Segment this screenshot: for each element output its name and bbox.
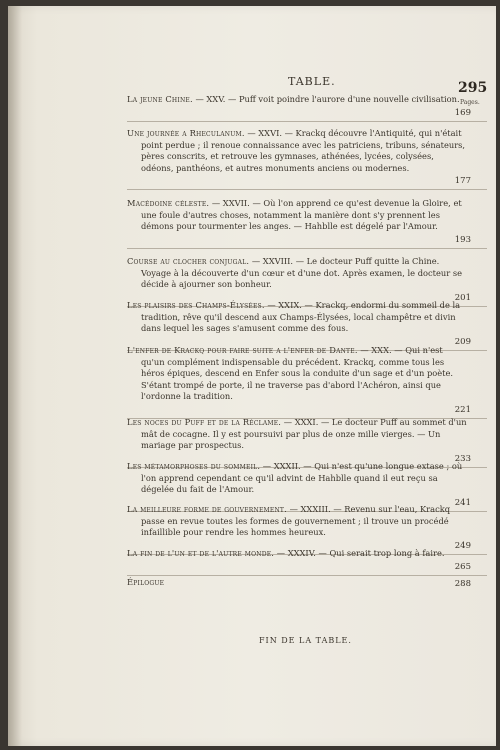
entry-page-number: 209 bbox=[454, 336, 471, 347]
toc-entry bbox=[127, 256, 487, 303]
entry-text: — XXXII. — Qui n'est qu'une longue extase ; où l'on apprend cependant ce qu'il advint de Hahblle quand il eut reçu sa dégelée du fait de l'Amour. bbox=[141, 461, 463, 495]
entry-divider bbox=[127, 189, 487, 190]
entry-divider bbox=[127, 248, 487, 249]
toc-entry bbox=[127, 198, 487, 245]
entry-title: Une journée a Rheculanum. bbox=[127, 128, 245, 138]
toc-entry bbox=[127, 504, 487, 551]
entry-title: Les métamorphoses du sommeil. bbox=[127, 461, 261, 471]
entry-page-number: 169 bbox=[454, 107, 471, 118]
entry-text: — XXX. — Qui n'est qu'un complément indispensable du précédent. Krackq, comme tous les héros épiques, descend en Enfer sous la conduite d'un sage et d'un poète. S'étant trompé de porte, il ne traverse pas d'abord l'Achéron, ainsi que l'ordonne la tradition. bbox=[141, 345, 454, 402]
entry-page-number: 241 bbox=[454, 497, 471, 508]
toc-entry bbox=[127, 577, 487, 589]
entry-title: Épilogue bbox=[127, 577, 165, 587]
entry-text: — XXXIII. — Revenu sur l'eau, Krackq passe en revue toutes les formes de gouvernement ; il trouve un procédé infaillible pour rendre les hommes heureux. bbox=[141, 504, 451, 538]
entry-text: — XXVI. — Krackq découvre l'Antiquité, qui n'était point perdue ; il renoue connaissance avec les patriciens, tribuns, sénateurs, pères conscrits, et retrouve les gymnases, athénées, lycées, colysées, odéons, panthéons, et autres monuments anciens ou modernes. bbox=[141, 128, 466, 173]
toc-entry bbox=[127, 300, 487, 347]
toc-entry bbox=[127, 417, 487, 464]
entry-title: La jeune Chine. bbox=[127, 94, 193, 104]
entry-text: — XXVII. — Où l'on apprend ce qu'est devenue la Gloire, et une foule d'autres choses, notamment la manière dont s'y prennent les démons pour tourmenter les anges. — Hahblle est dégelé par l'Amour. bbox=[141, 198, 462, 232]
entry-page-number: 288 bbox=[454, 578, 471, 589]
entry-title: La meilleure forme de gouvernement. bbox=[127, 504, 287, 514]
entry-divider bbox=[127, 121, 487, 122]
entry-page-number: 249 bbox=[454, 540, 471, 551]
entry-title: Les plaisirs des Champs-Élysées. bbox=[127, 300, 265, 310]
toc-entry bbox=[127, 548, 487, 572]
toc-entry bbox=[127, 461, 487, 508]
entry-page-number: 233 bbox=[454, 453, 471, 464]
entry-title: L'enfer de Krackq pour faire suite a l'enfer de Dante. bbox=[127, 345, 358, 355]
toc-entry bbox=[127, 94, 487, 118]
entry-text: — XXXIV. — Qui serait trop long à faire. bbox=[274, 548, 445, 558]
page-number: 295 bbox=[458, 80, 488, 96]
entry-title: Les noces du Puff et de la Réclame. bbox=[127, 417, 282, 427]
entry-page-number: 193 bbox=[454, 234, 471, 245]
entry-text: — XXIX. — Krackq, endormi du sommeil de la tradition, rêve qu'il descend aux Champs-Élysées, local champêtre et divin dans lequel les sages s'amusent comme des fous. bbox=[141, 300, 461, 334]
entry-page-number: 177 bbox=[454, 176, 471, 187]
entry-text: — XXVIII. — Le docteur Puff quitte la Chine. Voyage à la découverte d'un cœur et d'une dot. Après examen, le docteur se décide à ajourner son bonheur. bbox=[141, 256, 463, 290]
page-binding-shadow bbox=[8, 6, 22, 746]
toc-entry bbox=[127, 345, 487, 415]
page-title: TABLE. bbox=[288, 75, 336, 88]
entry-page-number: 221 bbox=[454, 404, 471, 415]
end-of-table-label: FIN DE LA TABLE. bbox=[259, 636, 352, 645]
entry-title: Course au clocher conjugal. bbox=[127, 256, 250, 266]
toc-entry bbox=[127, 128, 487, 187]
pages-column-label: Pages. bbox=[460, 99, 480, 106]
book-page bbox=[8, 6, 496, 746]
entry-page-number: 265 bbox=[454, 561, 471, 572]
entry-divider bbox=[127, 575, 487, 576]
entry-title: Macédoine céleste. bbox=[127, 198, 210, 208]
entry-title: La fin de l'un et de l'autre monde. bbox=[127, 548, 275, 558]
entry-text: — XXXI. — Le docteur Puff au sommet d'un mât de cocagne. Il y est poursuivi par plus de onze mille vierges. — Un mariage par prospectus. bbox=[141, 417, 467, 451]
entry-page-number: 201 bbox=[454, 292, 471, 303]
entry-text: — XXV. — Puff voit poindre l'aurore d'une nouvelle civilisation. bbox=[192, 94, 460, 104]
